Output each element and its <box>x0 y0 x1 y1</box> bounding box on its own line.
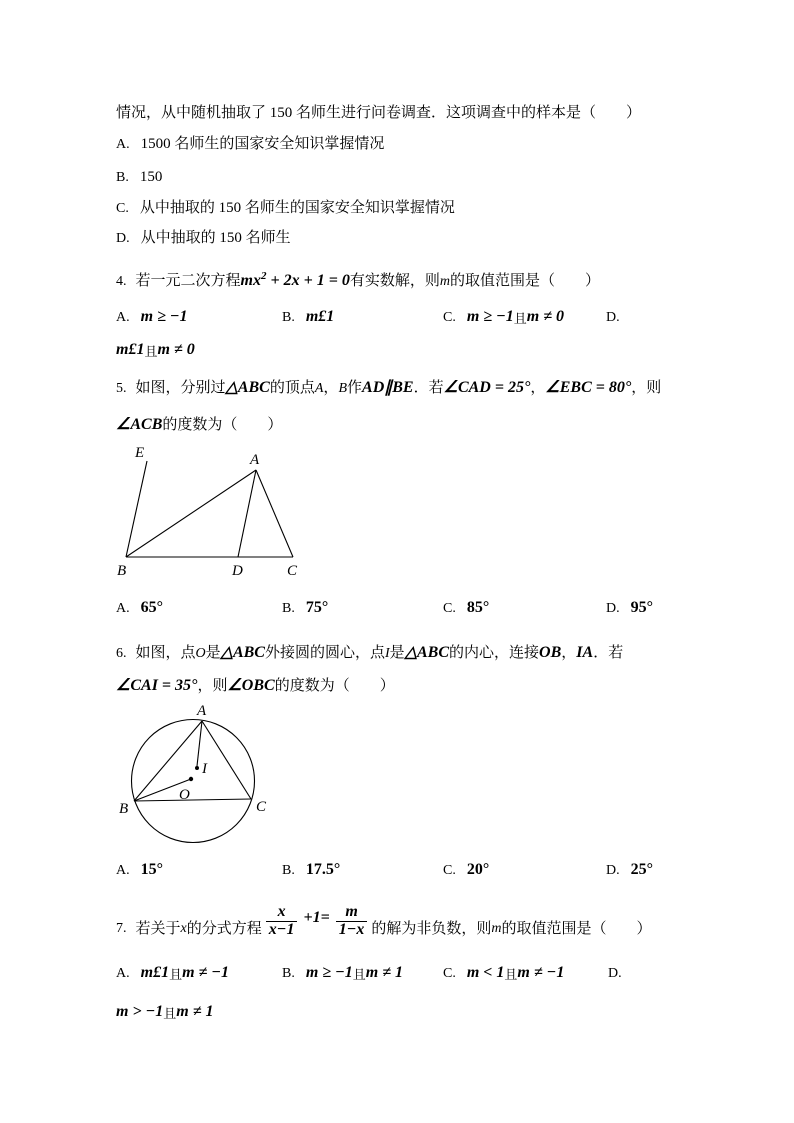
q4-formula-rest: + 2x + 1 = 0 <box>266 272 350 289</box>
q4-number: 4. <box>116 274 127 289</box>
q7-number: 7. <box>116 920 127 936</box>
q5-option-c-value: 85° <box>466 599 490 616</box>
q7-option-a-math-1: m£1 <box>140 964 170 981</box>
q5-triangle-figure <box>108 442 308 582</box>
q7-variable-x: x <box>180 920 187 936</box>
segment-ad <box>238 470 256 557</box>
q4-option-c-math-2: m ≠ 0 <box>526 308 565 325</box>
incenter-i-dot <box>195 766 199 770</box>
q5-comma: ， <box>323 380 339 396</box>
q5-stem-text-4: ．若 <box>413 380 444 396</box>
q7-option-c-math-2: m ≠ −1 <box>517 964 565 981</box>
q7-option-b-conjunction: 且 <box>352 967 366 982</box>
q4-formula-base: mx <box>240 272 261 289</box>
q4-option-b <box>282 307 334 328</box>
segment-ac <box>256 470 293 557</box>
q5-parallel-expression: AD∥BE <box>362 379 414 396</box>
q6-triangle-abc-2: △ABC <box>404 644 450 661</box>
q4-option-d-label: D. <box>606 310 620 325</box>
q3-option-a <box>116 134 384 155</box>
q4-option-c-math-1: m ≥ −1 <box>466 308 514 325</box>
q3-option-b-label: B. <box>116 170 129 185</box>
q7-option-d-conjunction: 且 <box>163 1006 177 1021</box>
q6-stem-text-5: 的内心，连接 <box>449 645 540 661</box>
q6-stem-text-3: 外接圆的圆心，点 <box>264 645 385 661</box>
q4-formula-exponent: 2 <box>260 270 267 282</box>
q6-point-o: O <box>195 646 206 661</box>
segment-ai <box>197 721 202 766</box>
label-b: B <box>117 563 127 579</box>
q5-option-b <box>282 598 328 619</box>
q7-option-d-math-1: m > −1 <box>116 1003 164 1020</box>
segment-bc <box>134 799 251 801</box>
q3-option-b-text: 150 <box>139 169 163 185</box>
q6-stem-text-1: 如图，点 <box>135 645 196 661</box>
q4-option-c <box>443 307 564 329</box>
segment-ba <box>126 470 256 557</box>
q7-plus-one-equals: +1= <box>303 908 330 926</box>
q7-stem-text-4: 的取值范围是（ ） <box>501 920 652 937</box>
q6-number: 6. <box>116 646 127 661</box>
q7-fraction-1-denominator: x−1 <box>266 921 298 939</box>
q7-option-c-math-1: m < 1 <box>466 964 505 981</box>
q6-option-b <box>282 860 340 881</box>
q4-option-d <box>606 307 631 328</box>
q7-option-b <box>282 963 403 985</box>
q5-stem-line-2 <box>116 415 282 435</box>
q6-stem-text-7: ．若 <box>593 645 624 661</box>
q7-stem-text-2: 的分式方程 <box>186 920 262 937</box>
q7-option-a-conjunction: 且 <box>169 967 183 982</box>
q7-stem <box>116 904 652 939</box>
q3-option-a-label: A. <box>116 137 130 152</box>
q7-stem-text-1: 若关于 <box>135 920 181 937</box>
q7-fraction-2-numerator: m <box>345 903 358 920</box>
q5-stem-line-1 <box>116 378 661 399</box>
q7-option-d-label: D. <box>608 966 622 981</box>
q7-variable-m: m <box>491 920 502 936</box>
q6-stem-line-1 <box>116 643 623 664</box>
q5-option-a-value: 65° <box>140 599 164 616</box>
q6-option-b-label: B. <box>282 863 295 878</box>
q4-option-d-conjunction: 且 <box>144 344 158 359</box>
label-b: B <box>119 801 129 817</box>
segment-ab <box>134 721 202 801</box>
q4-option-c-label: C. <box>443 310 456 325</box>
label-d: D <box>232 563 243 579</box>
q5-vertex-b: B <box>338 381 347 396</box>
q4-option-b-label: B. <box>282 310 295 325</box>
q4-option-d-math-1: m£1 <box>116 341 145 358</box>
q3-option-b <box>116 167 162 188</box>
q5-option-b-value: 75° <box>305 599 329 616</box>
q3-option-c-text: 从中抽取的 150 名师生的国家安全知识掌握情况 <box>139 200 455 216</box>
q6-stem-line2-text-2: 的度数为（ ） <box>274 678 395 694</box>
q4-stem-text-1: 若一元二次方程 <box>135 273 241 289</box>
q4-option-a-label: A. <box>116 310 130 325</box>
q7-stem-text-3: 的解为非负数，则 <box>371 920 492 937</box>
q7-option-b-math-1: m ≥ −1 <box>305 964 353 981</box>
q3-option-c <box>116 198 455 219</box>
q6-option-c-value: 20° <box>466 861 490 878</box>
q6-segment-ob: OB <box>539 644 562 661</box>
q6-stem-text-4: 是 <box>389 645 405 661</box>
ray-be <box>126 461 147 557</box>
q7-fraction-1 <box>266 904 298 939</box>
q7-option-c <box>443 963 564 985</box>
q6-option-a <box>116 860 163 881</box>
q4-option-d-math-2: m ≠ 0 <box>157 341 195 358</box>
q5-option-b-label: B. <box>282 601 295 616</box>
q5-option-c <box>443 598 489 619</box>
q6-circle-figure <box>116 700 276 855</box>
q5-option-a <box>116 598 163 619</box>
label-a: A <box>197 703 207 719</box>
q3-option-d-label: D. <box>116 231 130 246</box>
q7-option-d <box>608 963 633 984</box>
segment-ca <box>202 721 251 799</box>
q7-fraction-2-denominator: 1−x <box>336 921 368 939</box>
q5-stem-text-6: ，则 <box>631 380 662 396</box>
q5-stem-text-3: 作 <box>347 380 363 396</box>
q6-option-b-value: 17.5° <box>305 861 341 878</box>
q5-vertex-a: A <box>314 381 324 396</box>
q3-option-d <box>116 228 291 249</box>
q5-angle-cad: ∠CAD = 25° <box>443 379 531 396</box>
q6-option-c <box>443 860 489 881</box>
label-o: O <box>179 787 190 803</box>
q4-option-a-value: m ≥ −1 <box>140 308 188 325</box>
q6-option-d-value: 25° <box>630 861 654 878</box>
q3-option-c-label: C. <box>116 201 129 216</box>
label-i: I <box>202 761 207 777</box>
q7-option-b-math-2: m ≠ 1 <box>365 964 404 981</box>
q5-stem-line2-text: 的度数为（ ） <box>162 417 283 433</box>
q4-option-c-conjunction: 且 <box>513 311 527 326</box>
q6-option-d-label: D. <box>606 863 620 878</box>
q7-option-b-label: B. <box>282 966 295 981</box>
label-c: C <box>287 563 298 579</box>
q7-option-c-conjunction: 且 <box>504 967 518 982</box>
q6-point-i: I <box>385 646 390 661</box>
q4-option-d-continuation <box>116 340 195 362</box>
q6-stem-text-2: 是 <box>205 645 221 661</box>
q5-option-d-value: 95° <box>630 599 654 616</box>
q4-stem <box>116 266 600 292</box>
q6-stem-text-6: ， <box>561 645 577 661</box>
q6-angle-cai: ∠CAI = 35° <box>116 677 198 694</box>
q4-stem-text-3: 的取值范围是（ ） <box>449 273 600 289</box>
q5-angle-ebc: ∠EBC = 80° <box>545 379 632 396</box>
q6-angle-obc: ∠OBC <box>227 677 275 694</box>
q7-option-d-continuation <box>116 1002 214 1024</box>
q4-variable-m: m <box>439 274 450 289</box>
q7-option-c-label: C. <box>443 966 456 981</box>
q7-option-d-math-2: m ≠ 1 <box>176 1003 214 1020</box>
q3-stem: 情况，从中随机抽取了 150 名师生进行问卷调查．这项调查中的样本是（ ） <box>116 105 642 121</box>
q3-option-d-text: 从中抽取的 150 名师生 <box>140 230 291 246</box>
q5-option-d <box>606 598 653 619</box>
q6-option-c-label: C. <box>443 863 456 878</box>
q7-option-a-math-2: m ≠ −1 <box>182 964 230 981</box>
q4-option-b-value: m£1 <box>305 308 335 325</box>
q5-stem-text-1: 如图，分别过 <box>135 380 226 396</box>
q4-option-a <box>116 307 188 328</box>
q7-fraction-1-numerator: x <box>277 903 286 920</box>
q6-segment-ia: IA <box>576 644 594 661</box>
q5-stem-text-5: ， <box>530 380 546 396</box>
q6-triangle-abc-1: △ABC <box>220 644 265 661</box>
q6-option-a-label: A. <box>116 863 130 878</box>
q7-option-a-label: A. <box>116 966 130 981</box>
q7-fraction-2 <box>336 904 368 939</box>
center-o-dot <box>189 777 193 781</box>
label-c: C <box>256 799 267 815</box>
q7-option-a <box>116 963 229 985</box>
q5-option-a-label: A. <box>116 601 130 616</box>
label-e: E <box>135 445 145 461</box>
q5-stem-text-2: 的顶点 <box>269 380 315 396</box>
q5-angle-acb: ∠ACB <box>116 416 163 433</box>
q5-triangle-abc: △ABC <box>225 379 270 396</box>
q6-option-d <box>606 860 653 881</box>
q6-option-a-value: 15° <box>140 861 164 878</box>
q5-option-d-label: D. <box>606 601 620 616</box>
q6-stem-line2-text-1: ，则 <box>197 678 228 694</box>
q3-option-a-text: 1500 名师生的国家安全知识掌握情况 <box>140 136 385 152</box>
circumcircle <box>132 720 255 843</box>
label-a: A <box>250 452 260 468</box>
q6-stem-line-2 <box>116 676 395 696</box>
q4-stem-text-2: 有实数解，则 <box>349 273 440 289</box>
q5-option-c-label: C. <box>443 601 456 616</box>
q5-number: 5. <box>116 381 127 396</box>
